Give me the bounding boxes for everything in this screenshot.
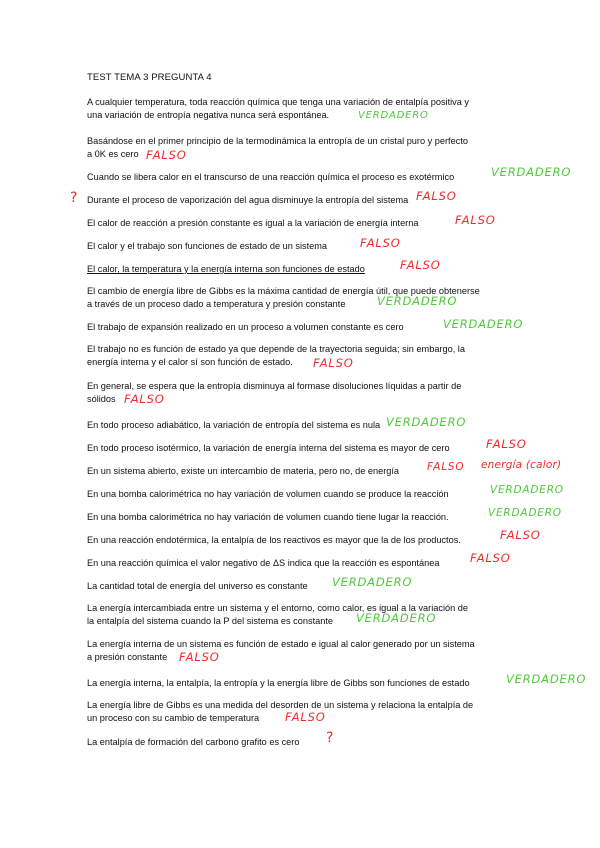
question-text: El calor de reacción a presión constante es igual a la variación de energía interna bbox=[87, 218, 419, 228]
answer-label: FALSO bbox=[146, 148, 187, 162]
list-item bbox=[87, 602, 527, 628]
question-text: El calor y el trabajo son funciones de estado de un sistema bbox=[87, 241, 328, 251]
answer-label: FALSO bbox=[179, 650, 220, 664]
answer-label: FALSO bbox=[400, 258, 441, 272]
correction-note: energía (calor) bbox=[481, 459, 562, 471]
question-text: En una reacción química el valor negativo de ΔS indica que la reacción es espontánea bbox=[87, 558, 440, 568]
question-text: A cualquier temperatura, toda reacción química que tenga una variación de entalpía positiva y bbox=[87, 97, 470, 107]
answer-question-mark: ? bbox=[326, 730, 334, 746]
question-text: a presión constante bbox=[87, 652, 168, 662]
question-text: En una bomba calorimétrica no hay variación de volumen cuando se produce la reacción bbox=[87, 489, 449, 499]
list-item bbox=[87, 488, 527, 501]
answer-label: FALSO bbox=[500, 528, 541, 542]
list-item bbox=[87, 511, 527, 524]
answer-label: FALSO bbox=[427, 461, 465, 473]
answer-label: FALSO bbox=[455, 213, 496, 227]
question-text: Basándose en el primer principio de la termodinámica la entropía de un cristal puro y perfecto bbox=[87, 136, 468, 146]
answer-label: VERDADERO bbox=[506, 672, 587, 686]
answer-label: VERDADERO bbox=[356, 611, 437, 625]
answer-label: FALSO bbox=[285, 710, 326, 724]
list-item bbox=[87, 343, 527, 369]
question-text: En un sistema abierto, existe un intercambio de materia, pero no, de energía bbox=[87, 466, 400, 476]
answer-label: FALSO bbox=[360, 236, 401, 250]
list-item bbox=[87, 285, 527, 311]
answer-label: FALSO bbox=[416, 189, 457, 203]
margin-question-mark: ? bbox=[70, 190, 78, 206]
question-text: El trabajo no es función de estado ya que depende de la trayectoria seguida; sin embargo, la bbox=[87, 344, 465, 354]
list-item bbox=[87, 263, 527, 276]
question-text: La cantidad total de energía del universo es constante bbox=[87, 581, 308, 591]
answer-label: VERDADERO bbox=[491, 165, 572, 179]
page-title: TEST TEMA 3 PREGUNTA 4 bbox=[87, 72, 212, 83]
list-item bbox=[87, 442, 527, 455]
question-text: una variación de entropía negativa nunca será espontánea. bbox=[87, 110, 330, 120]
answer-label: VERDADERO bbox=[358, 110, 429, 121]
question-text: La entalpía de formación del carbono grafito es cero bbox=[87, 737, 300, 747]
question-text: La energía interna de un sistema es función de estado e igual al calor generado por un sistema bbox=[87, 639, 475, 649]
answer-label: VERDADERO bbox=[443, 317, 524, 331]
list-item bbox=[87, 638, 527, 664]
list-item bbox=[87, 677, 527, 690]
list-item bbox=[87, 240, 527, 253]
question-text: En una reacción endotérmica, la entalpía de los reactivos es mayor que la de los productos. bbox=[87, 535, 461, 545]
list-item bbox=[87, 96, 527, 122]
answer-label: VERDADERO bbox=[332, 575, 413, 589]
question-text: la entalpía del sistema cuando la P del sistema es constante bbox=[87, 616, 333, 626]
answer-label: VERDADERO bbox=[386, 415, 467, 429]
question-text: La energía intercambiada entre un sistema y el entorno, como calor, es igual a la variación de bbox=[87, 603, 468, 613]
question-text: Cuando se libera calor en el transcurso de una reacción química el proceso es exotérmico bbox=[87, 172, 455, 182]
answer-label: VERDADERO bbox=[377, 294, 458, 308]
question-text: Durante el proceso de vaporización del agua disminuye la entropía del sistema bbox=[87, 195, 409, 205]
answer-label: VERDADERO bbox=[490, 484, 564, 496]
question-text: sólidos bbox=[87, 394, 116, 404]
answer-label: FALSO bbox=[313, 356, 354, 370]
answer-label: FALSO bbox=[124, 392, 165, 406]
question-text: El cambio de energía libre de Gibbs es la máxima cantidad de energía útil, que puede obtenerse bbox=[87, 286, 480, 296]
question-text: La energía interna, la entalpía, la entropía y la energía libre de Gibbs son funciones de estado bbox=[87, 678, 470, 688]
list-item bbox=[87, 736, 527, 749]
answer-label: FALSO bbox=[486, 437, 527, 451]
list-item bbox=[87, 557, 527, 570]
answer-label: FALSO bbox=[470, 551, 511, 565]
question-text: En general, se espera que la entropía disminuya al formase disoluciones líquidas a partir de bbox=[87, 381, 462, 391]
answer-label: VERDADERO bbox=[488, 507, 562, 519]
question-text: En todo proceso adiabático, la variación de entropía del sistema es nula bbox=[87, 420, 381, 430]
question-text: a 0K es cero bbox=[87, 149, 139, 159]
question-text: energía interna y el calor sí son función de estado. bbox=[87, 357, 293, 367]
list-item bbox=[87, 194, 527, 207]
list-item bbox=[87, 580, 527, 593]
question-text: En una bomba calorimétrica no hay variación de volumen cuando tiene lugar la reacción. bbox=[87, 512, 449, 522]
question-text: El calor, la temperatura y la energía interna son funciones de estado bbox=[87, 264, 365, 274]
list-item bbox=[87, 171, 527, 184]
list-item bbox=[87, 534, 527, 547]
question-text: En todo proceso isotérmico, la variación de energía interna del sistema es mayor de cero bbox=[87, 443, 450, 453]
question-text: El trabajo de expansión realizado en un proceso a volumen constante es cero bbox=[87, 322, 404, 332]
question-text: La energía libre de Gibbs es una medida del desorden de un sistema y relaciona la entalpía de bbox=[87, 700, 474, 710]
question-text: a través de un proceso dado a temperatura y presión constante bbox=[87, 299, 346, 309]
question-text: un proceso con su cambio de temperatura bbox=[87, 713, 260, 723]
